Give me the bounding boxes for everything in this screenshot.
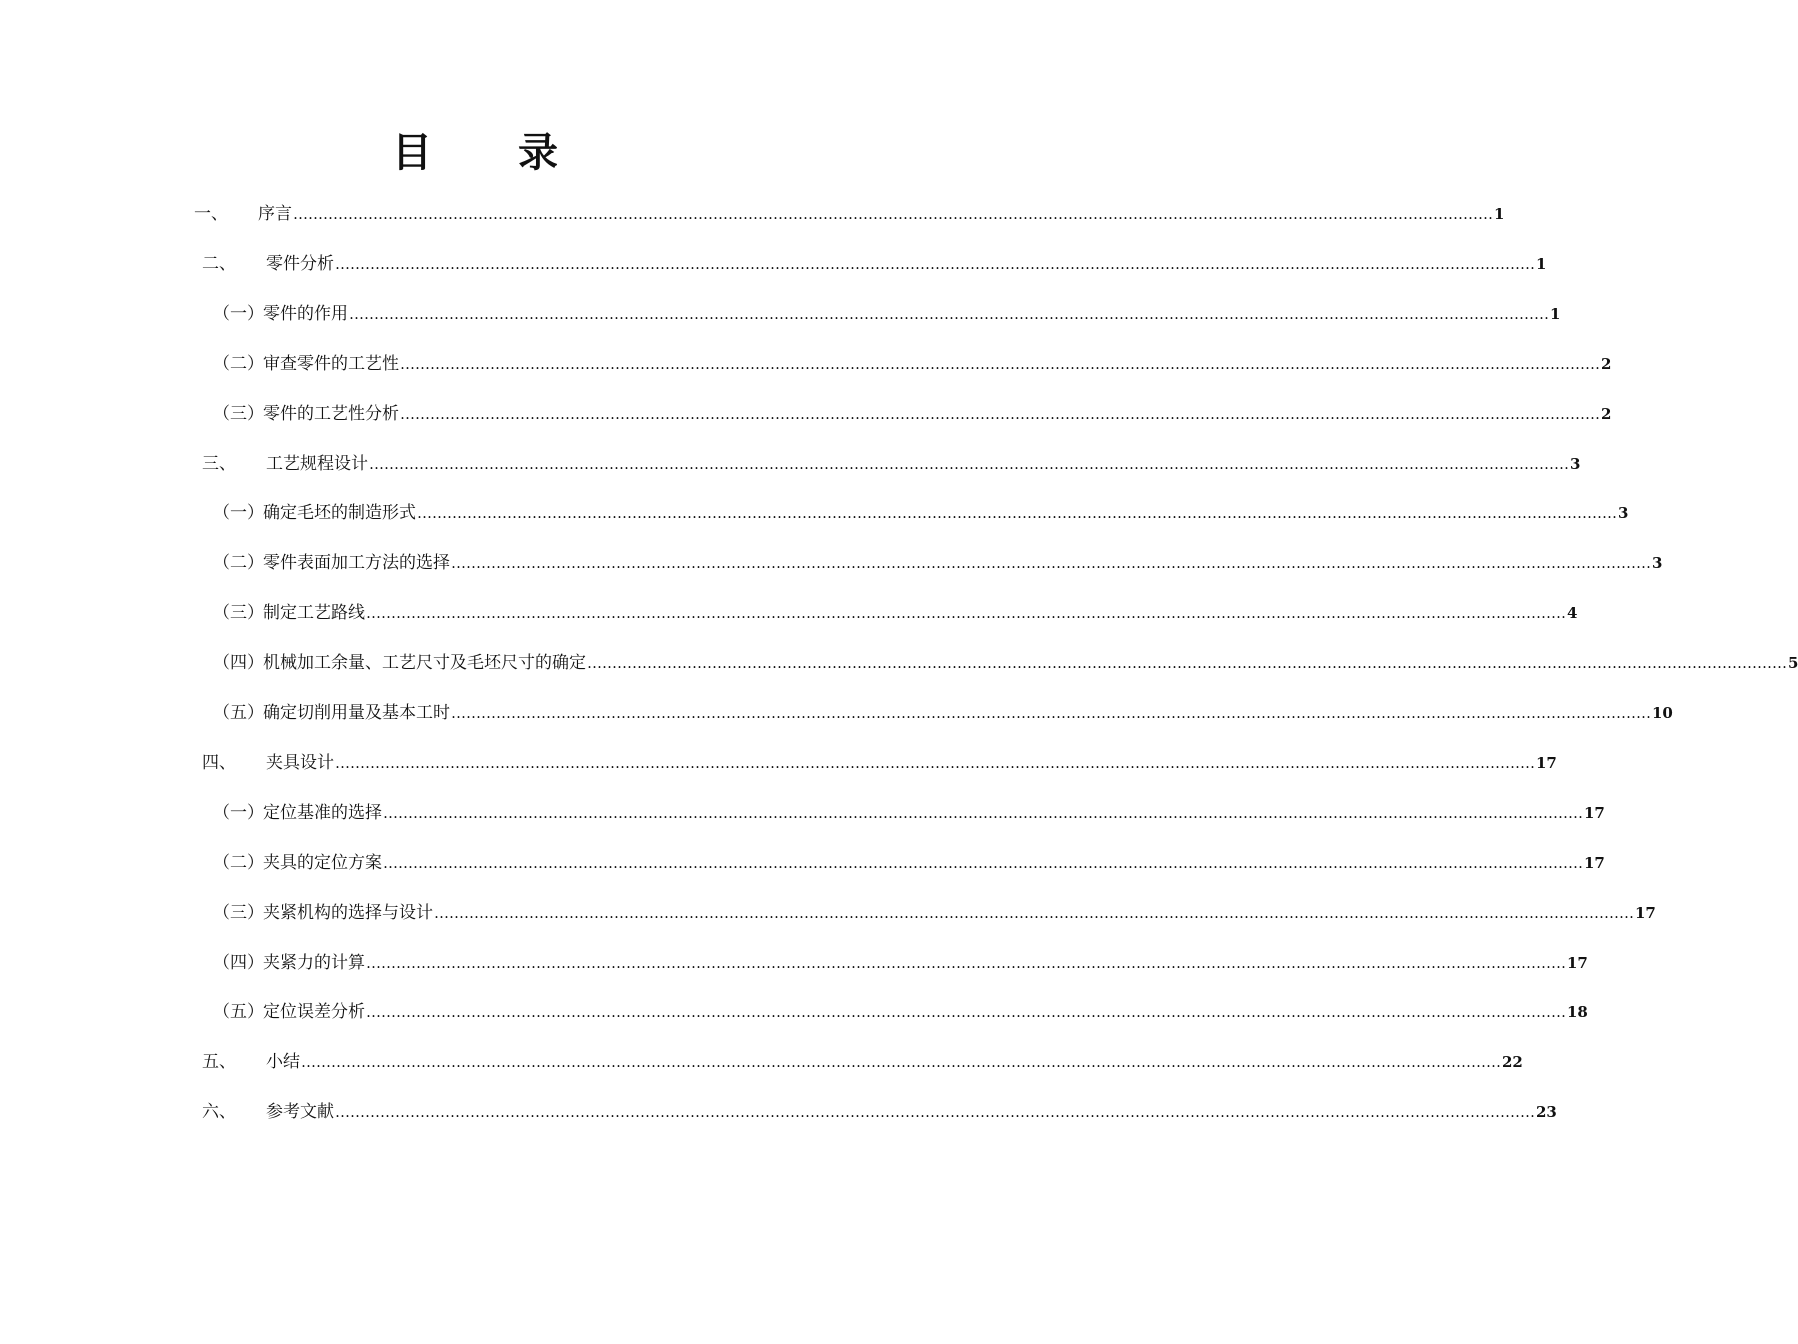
toc-dot-leader: …………………………………………………………………………………………………………………………………………………………………………………………………………………… <box>587 654 1787 673</box>
toc-entry[interactable] <box>213 549 1663 577</box>
toc-page-number: 4 <box>1567 604 1578 623</box>
toc-entry[interactable] <box>213 649 1798 677</box>
toc-entry[interactable] <box>202 450 1581 478</box>
toc-entry-number: （二） <box>213 553 264 574</box>
toc-page-number: 23 <box>1536 1103 1557 1122</box>
toc-entry-title: 夹紧机构的选择与设计 <box>263 902 433 923</box>
toc-entry[interactable] <box>213 998 1588 1026</box>
toc-entry-number: 一、 <box>194 204 228 224</box>
toc-page-number: 3 <box>1570 454 1581 473</box>
toc-entry[interactable] <box>194 200 1505 228</box>
toc-entry-title: 零件的工艺性分析 <box>263 403 399 424</box>
toc-page-number: 1 <box>1550 304 1561 323</box>
toc-entry-number: 六、 <box>202 1102 236 1123</box>
toc-page-number: 3 <box>1652 554 1663 573</box>
toc-page-number: 5 <box>1788 654 1798 673</box>
toc-entry[interactable] <box>202 1048 1523 1076</box>
toc-page-number: 17 <box>1567 953 1588 972</box>
toc-dot-leader: …………………………………………………………………………………………………………………………………………………………………………………………………………………… <box>417 504 1617 523</box>
toc-entry-number: （五） <box>213 703 264 723</box>
toc-entry-number: 五、 <box>202 1052 236 1073</box>
toc-entry-number: （二） <box>213 852 264 873</box>
toc-dot-leader: …………………………………………………………………………………………………………………………………………………………………………………………………………………… <box>400 404 1600 423</box>
toc-entry-number: （一） <box>213 303 264 324</box>
toc-dot-leader: …………………………………………………………………………………………………………………………………………………………………………………………………………………… <box>369 454 1569 473</box>
toc-entry-number: （三） <box>213 902 264 923</box>
toc-entry-title: 确定毛坯的制造形式 <box>263 503 416 524</box>
toc-dot-leader: …………………………………………………………………………………………………………………………………………………………………………………………………………………… <box>434 903 1634 922</box>
toc-entry-title: 定位基准的选择 <box>263 802 382 823</box>
toc-dot-leader: …………………………………………………………………………………………………………………………………………………………………………………………………………………… <box>400 354 1600 373</box>
toc-entry-title: 零件的作用 <box>263 303 348 324</box>
toc-page-number: 18 <box>1567 1003 1588 1022</box>
toc-page-number: 2 <box>1601 404 1612 423</box>
toc-entry-number: （三） <box>213 403 264 424</box>
toc-entry-title: 夹具设计 <box>266 752 334 773</box>
toc-entry-title: 审查零件的工艺性 <box>263 353 399 374</box>
toc-entry-number: 三、 <box>202 453 236 474</box>
toc-entry-title: 夹紧力的计算 <box>263 952 365 973</box>
toc-dot-leader: …………………………………………………………………………………………………………………………………………………………………………………………………………………… <box>335 254 1535 273</box>
toc-entry[interactable] <box>213 799 1605 827</box>
toc-entry[interactable] <box>213 849 1605 877</box>
toc-dot-leader: …………………………………………………………………………………………………………………………………………………………………………………………………………………… <box>293 205 1493 223</box>
toc-entry[interactable] <box>213 400 1612 428</box>
toc-entry-number: （五） <box>213 1002 264 1023</box>
toc-entry-title: 夹具的定位方案 <box>263 852 382 873</box>
toc-title: 目 录 <box>392 129 594 176</box>
toc-entry[interactable] <box>202 250 1547 278</box>
toc-entry-number: （一） <box>213 802 264 823</box>
toc-entry[interactable] <box>213 899 1656 927</box>
toc-entry-title: 工艺规程设计 <box>266 453 368 474</box>
toc-entry-number: 二、 <box>202 253 236 274</box>
toc-dot-leader: …………………………………………………………………………………………………………………………………………………………………………………………………………………… <box>349 304 1549 323</box>
toc-entry-title: 定位误差分析 <box>263 1002 365 1023</box>
toc-page-number: 17 <box>1635 903 1656 922</box>
toc-page-number: 17 <box>1536 753 1557 772</box>
toc-entry-title: 机械加工余量、工艺尺寸及毛坯尺寸的确定 <box>263 653 586 674</box>
toc-entry-title: 零件表面加工方法的选择 <box>263 553 450 574</box>
toc-page-number: 22 <box>1502 1053 1523 1072</box>
toc-page-number: 1 <box>1536 254 1547 273</box>
toc-entry[interactable] <box>202 1098 1557 1126</box>
toc-entry[interactable] <box>202 749 1557 777</box>
toc-dot-leader: …………………………………………………………………………………………………………………………………………………………………………………………………………………… <box>451 554 1651 573</box>
toc-entry[interactable] <box>213 599 1578 627</box>
toc-entry[interactable] <box>213 350 1612 378</box>
toc-page-number: 3 <box>1618 504 1629 523</box>
toc-dot-leader: …………………………………………………………………………………………………………………………………………………………………………………………………………………… <box>451 704 1651 722</box>
toc-entry-title: 参考文献 <box>266 1102 334 1123</box>
toc-entry-title: 制定工艺路线 <box>263 603 365 624</box>
toc-dot-leader: …………………………………………………………………………………………………………………………………………………………………………………………………………………… <box>383 853 1583 872</box>
toc-page-number: 2 <box>1601 354 1612 373</box>
toc-entry[interactable] <box>213 949 1588 977</box>
toc-dot-leader: …………………………………………………………………………………………………………………………………………………………………………………………………………………… <box>301 1053 1501 1072</box>
toc-dot-leader: …………………………………………………………………………………………………………………………………………………………………………………………………………………… <box>335 1103 1535 1122</box>
toc-entry-title: 零件分析 <box>266 253 334 274</box>
toc-page-number: 17 <box>1584 853 1605 872</box>
toc-page-number: 10 <box>1652 704 1673 722</box>
toc-entry-title: 序言 <box>258 204 292 224</box>
toc-page-number: 17 <box>1584 803 1605 822</box>
toc-entry-number: 四、 <box>202 752 236 773</box>
toc-dot-leader: …………………………………………………………………………………………………………………………………………………………………………………………………………………… <box>366 604 1566 623</box>
toc-entry-title: 小结 <box>266 1052 300 1073</box>
toc-dot-leader: …………………………………………………………………………………………………………………………………………………………………………………………………………………… <box>366 1003 1566 1022</box>
toc-entry-number: （三） <box>213 603 264 624</box>
toc-entry-number: （四） <box>213 653 264 674</box>
toc-dot-leader: …………………………………………………………………………………………………………………………………………………………………………………………………………………… <box>383 803 1583 822</box>
toc-entry-number: （二） <box>213 353 264 374</box>
toc-entry-number: （一） <box>213 503 264 524</box>
toc-entry[interactable] <box>213 699 1673 727</box>
toc-entry[interactable] <box>213 300 1561 328</box>
toc-page-number: 1 <box>1494 205 1505 223</box>
toc-dot-leader: …………………………………………………………………………………………………………………………………………………………………………………………………………………… <box>335 753 1535 772</box>
toc-entry-number: （四） <box>213 952 264 973</box>
toc-dot-leader: …………………………………………………………………………………………………………………………………………………………………………………………………………………… <box>366 953 1566 972</box>
toc-entry[interactable] <box>213 499 1629 527</box>
toc-entry-title: 确定切削用量及基本工时 <box>263 703 450 723</box>
